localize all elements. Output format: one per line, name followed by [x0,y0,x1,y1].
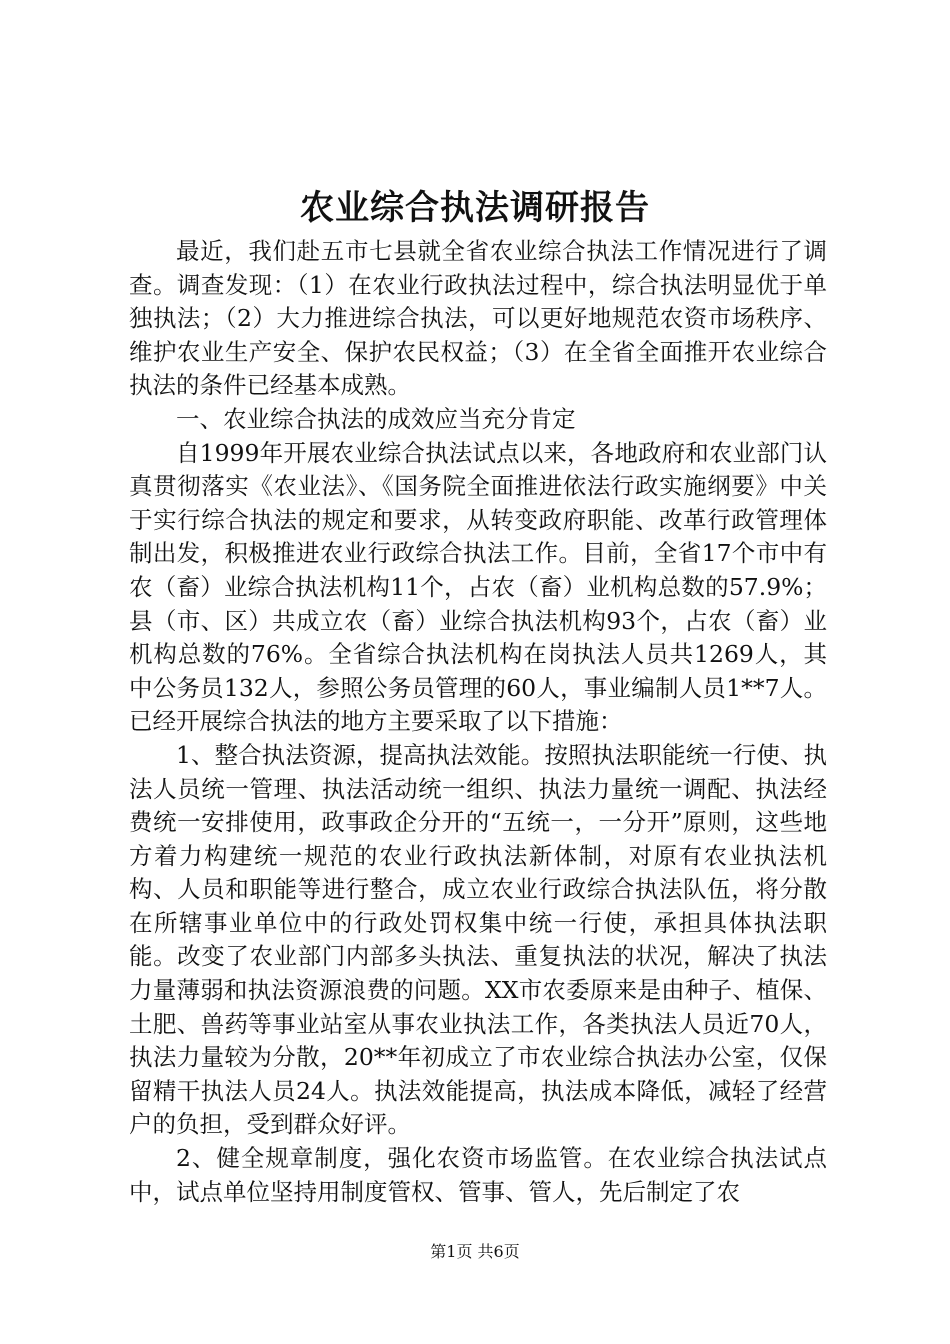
body-paragraph: 自1999年开展农业综合执法试点以来，各地政府和农业部门认真贯彻落实《农业法》、《国务院全面推进依法行政实施纲要》中关于实行综合执法的规定和要求，从转变政府职能、改革行政管理体制出发，积极推进农业行政综合执法工作。目前，全省17个市中有农（畜）业综合执法机构11个，占农（畜）业机构总数的57.9%；县（市、区）共成立农（畜）业综合执法机构93个，占农（畜）业机构总数的76%。全省综合执法机构在岗执法人员共1269人，其中公务员132人，参照公务员管理的60人，事业编制人员1**7人。已经开展综合执法的地方主要采取了以下措施： [129,438,827,736]
body-paragraph: 2、健全规章制度，强化农资市场监管。在农业综合执法试点中，试点单位坚持用制度管权、管事、管人，先后制定了农 [129,1144,827,1206]
document-title: 农业综合执法调研报告 [300,188,650,228]
body-paragraph: 1、整合执法资源，提高执法效能。按照执法职能统一行使、执法人员统一管理、执法活动统一组织、执法力量统一调配、执法经费统一安排使用，政事政企分开的“五统一，一分开”原则，这些地方着力构建统一规范的农业行政执法新体制，对原有农业执法机构、人员和职能等进行整合，成立农业行政综合执法队伍，将分散在所辖事业单位中的行政处罚权集中统一行使，承担具体执法职能。改变了农业部门内部多头执法、重复执法的状况，解决了执法力量薄弱和执法资源浪费的问题。XX市农委原来是由种子、植保、土肥、兽药等事业站室从事农业执法工作，各类执法人员近70人，执法力量较为分散，20**年初成立了市农业综合执法办公室，仅保留精干执法人员24人。执法效能提高，执法成本降低，减轻了经营户的负担，受到群众好评。 [129,740,827,1139]
section-heading: 一、农业综合执法的成效应当充分肯定 [176,404,576,433]
intro-paragraph: 最近，我们赴五市七县就全省农业综合执法工作情况进行了调查。调查发现：（1）在农业行政执法过程中，综合执法明显优于单独执法；（2）大力推进综合执法，可以更好地规范农资市场秩序、维护农业生产安全、保护农民权益；（3）在全省全面推开农业综合执法的条件已经基本成熟。 [129,237,827,400]
document-body [129,235,827,1209]
page-footer: 第1页 共6页 [430,1242,520,1261]
